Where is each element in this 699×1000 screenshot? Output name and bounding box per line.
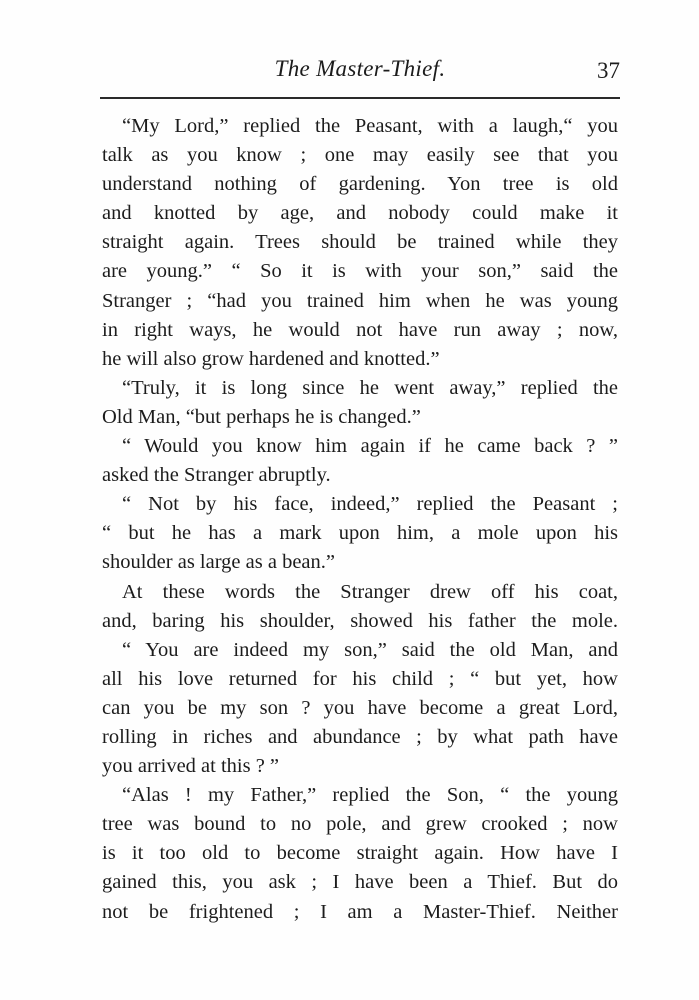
text-line: “My Lord,” replied the Peasant, with a laugh,“ you (122, 115, 618, 137)
text-line: “Truly, it is long since he went away,” replied the (122, 376, 618, 399)
text-line: straight again. Trees should be trained while they (102, 231, 618, 254)
text-line: gained this, you ask ; I have been a Thief. But do (102, 871, 618, 894)
text-line: “ but he has a mark upon him, a mole upon his (102, 522, 618, 545)
body-text (102, 112, 618, 927)
text-line: understand nothing of gardening. Yon tree is old (102, 173, 618, 196)
text-line: asked the Stranger abruptly. (102, 464, 331, 487)
text-line: “ Would you know him again if he came back ? ” (122, 435, 618, 458)
text-line: and knotted by age, and nobody could make it (102, 202, 618, 225)
text-line: talk as you know ; one may easily see that you (102, 144, 618, 167)
text-line: and, baring his shoulder, showed his father the mole. (102, 609, 618, 632)
text-line: rolling in riches and abundance ; by what path have (102, 725, 618, 748)
text-line: “Alas ! my Father,” replied the Son, “ the young (122, 784, 618, 807)
page-number: 37 (597, 58, 620, 83)
text-line: in right ways, he would not have run away ; now, (102, 318, 618, 341)
running-head (100, 56, 620, 92)
text-line: “ Not by his face, indeed,” replied the Peasant ; (122, 493, 618, 516)
text-line: all his love returned for his child ; “ but yet, how (102, 667, 618, 690)
text-line: not be frightened ; I am a Master-Thief. Neither (102, 900, 618, 923)
running-title: The Master-Thief. (274, 56, 446, 81)
text-line: is it too old to become straight again. How have I (102, 842, 618, 865)
text-line: At these words the Stranger drew off his coat, (122, 580, 618, 603)
text-line: Old Man, “but perhaps he is changed.” (102, 405, 421, 428)
text-line: he will also grow hardened and knotted.” (102, 347, 440, 370)
text-line: tree was bound to no pole, and grew crooked ; now (102, 813, 618, 836)
text-line: can you be my son ? you have become a great Lord, (102, 696, 618, 719)
text-line: “ You are indeed my son,” said the old Man, and (122, 638, 618, 661)
text-line: are young.” “ So it is with your son,” said the (102, 260, 618, 283)
header-rule (100, 97, 620, 99)
text-line: Stranger ; “had you trained him when he was young (102, 289, 618, 312)
text-line: you arrived at this ? ” (102, 755, 280, 778)
text-line: shoulder as large as a bean.” (102, 551, 335, 574)
